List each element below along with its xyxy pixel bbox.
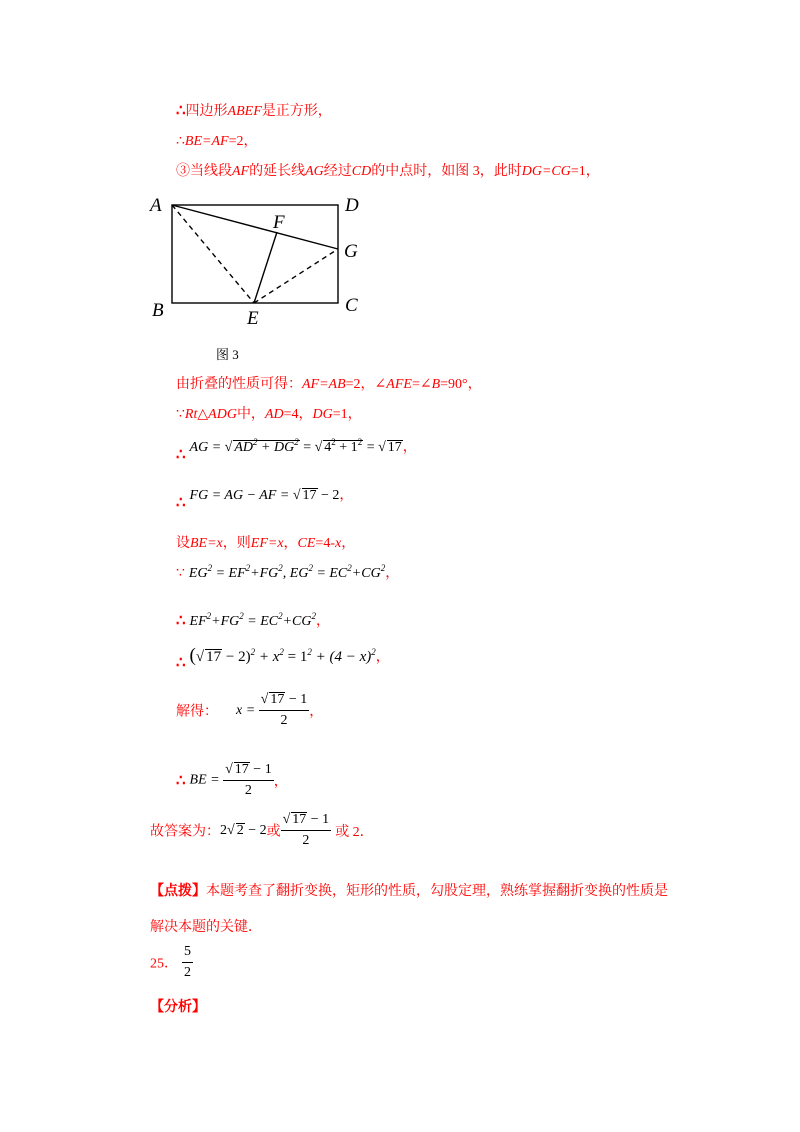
point-label-g: G: [344, 241, 358, 262]
point-label-a: A: [150, 195, 162, 216]
line-be-af: ∴BE=AF=2，: [176, 134, 258, 149]
point-label-b: B: [152, 300, 164, 321]
segment-ag: [172, 205, 338, 249]
segment-fe: [254, 232, 277, 303]
formula-solve-x: 解得： x = $\frac{√ 17 - 1}{2}$ ，: [176, 692, 324, 728]
fraction-x: $\frac{√ 17 - 1}{2}$: [260, 692, 308, 728]
line-set-variable: 设BE=x，则EF=x，CE=4-x，: [176, 536, 356, 551]
fraction-be: $\frac{√ 17 - 1}{2}$: [225, 762, 272, 798]
analysis-heading: 【分析】: [150, 1000, 206, 1015]
fraction-answer: $\frac{√ 17 - 1}{2}$: [282, 812, 330, 848]
segment-ae-dashed: [172, 205, 254, 303]
note-paragraph-line2: 解决本题的关键．: [150, 920, 262, 935]
formula-ag: ∴ AG = √ $AD^2 + DG^2$ = √ $4^2 + 1^2$ = √ 17，: [176, 437, 417, 463]
formula-eg-squared: ∵ $EG^2 = EF^2+FG^2$, $EG^2 = EC^2+CG^2$，: [176, 563, 400, 581]
formula-equation-x: ∴ (√ $17 - 2)^2 + x^2 = 1^2 + (4 - x)^2$，: [176, 645, 390, 671]
point-label-c: C: [345, 295, 358, 316]
line-triangle-adg: ∵Rt△ADG中，AD=4，DG=1，: [176, 407, 362, 422]
point-label-f: F: [273, 212, 285, 233]
formula-fg: ∴ FG = AG − AF = √ 17 − 2，: [176, 488, 354, 511]
formula-be-value: ∴ BE = $\frac{√ 17 - 1}{2}$ ，: [176, 762, 288, 798]
note-paragraph-line1: 【点拨】本题考查了翻折变换，矩形的性质，勾股定理，熟练掌握翻折变换的性质是: [150, 884, 668, 899]
fraction-five-halves: $\frac{5}{2}$: [184, 944, 191, 980]
line-square-conclusion: ∴四边形ABEF是正方形，: [176, 103, 332, 119]
point-label-e: E: [247, 308, 259, 329]
segment-eg-dashed: [254, 249, 338, 303]
figure-caption: 图 3: [216, 347, 239, 362]
rectangle-abcd: [172, 205, 338, 303]
line-fold-property: 由折叠的性质可得：AF=AB=2，∠AFE=∠B=90°，: [176, 377, 482, 392]
formula-equal-sums: ∴ $EF^2+FG^2 = EC^2+CG^2$，: [176, 611, 331, 629]
geometry-figure: [140, 185, 380, 330]
question-25-answer: 25． $\frac{5}{2}$: [150, 944, 191, 980]
line-case-three: ③当线段AF的延长线AG经过CD的中点时，如图 3，此时DG=CG=1，: [176, 164, 600, 179]
point-label-d: D: [345, 195, 359, 216]
line-final-answer: 故答案为：2√ 2 − 2或 $\frac{√ 17 - 1}{2}$ 或 2．: [150, 812, 374, 848]
